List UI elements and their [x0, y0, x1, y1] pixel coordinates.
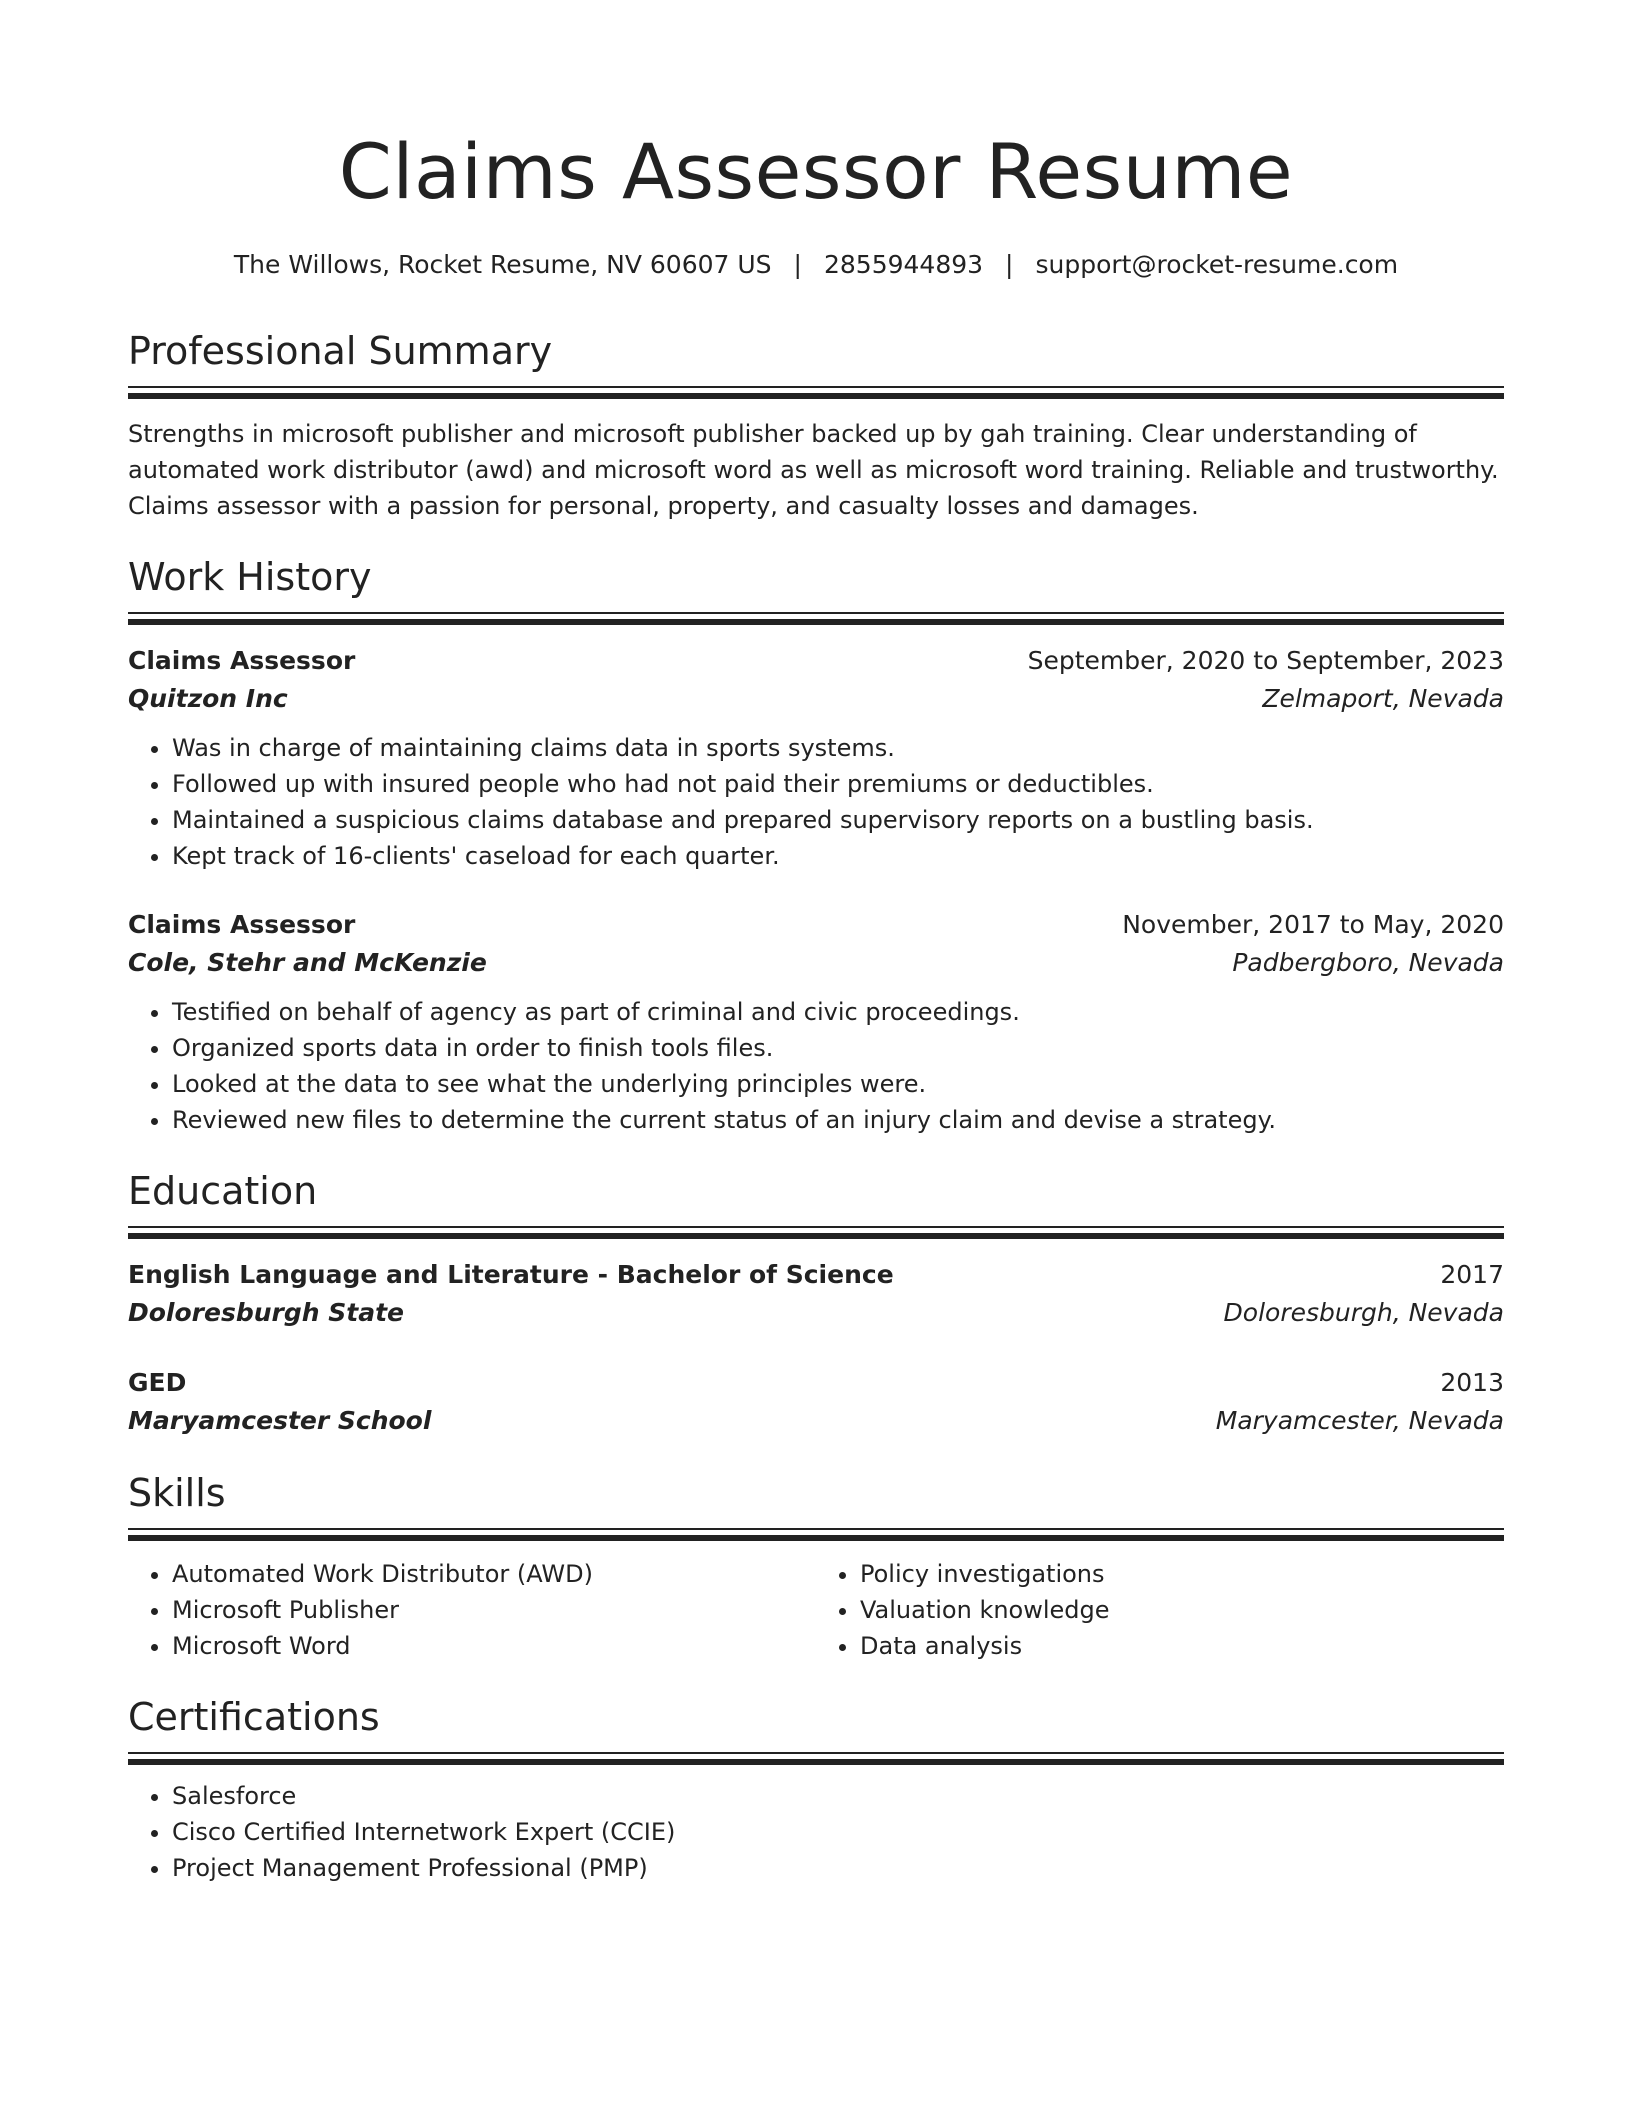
education-section: [128, 1166, 1504, 1440]
list-item: • Looked at the data to see what the underlying principles were.: [172, 1066, 1504, 1102]
education-school-row: [128, 1402, 1504, 1440]
contact-phone: 2855944893: [823, 250, 984, 279]
education-year: 2017: [1440, 1260, 1504, 1289]
skills-section: [128, 1468, 1504, 1664]
job-bullets: [128, 730, 1504, 874]
skills-list-right: [816, 1556, 1504, 1664]
list-item: • Automated Work Distributor (AWD): [172, 1556, 816, 1592]
list-item: • Organized sports data in order to finish tools files.: [172, 1030, 1504, 1066]
list-item: • Microsoft Word: [172, 1628, 816, 1664]
section-title-work-history: Work History: [128, 555, 372, 599]
job-company: Cole, Stehr and McKenzie: [128, 948, 487, 977]
section-divider: [128, 1752, 1504, 1766]
skills-list-left: [128, 1556, 816, 1664]
list-item: • Salesforce: [172, 1778, 1504, 1814]
job-dates: November, 2017 to May, 2020: [1122, 910, 1504, 939]
job-location: Padbergboro, Nevada: [1232, 948, 1504, 977]
job-entry: [128, 642, 1504, 874]
job-role: Claims Assessor: [128, 910, 356, 939]
summary-text: Strengths in microsoft publisher and microsoft publisher backed up by gah training. Clear understanding of automated work distributor (awd) and microsoft word as well as microsoft word training. Reliable and trustworthy. Claims assessor with a passion for personal, property, and casualty losses and damages.: [128, 420, 1499, 520]
list-item: • Microsoft Publisher: [172, 1592, 816, 1628]
education-degree: English Language and Literature - Bachelor of Science: [128, 1260, 894, 1289]
section-divider: [128, 1528, 1504, 1542]
list-item: • Valuation knowledge: [860, 1592, 1504, 1628]
list-item: • Policy investigations: [860, 1556, 1504, 1592]
section-divider: [128, 1226, 1504, 1240]
job-company-row: [128, 944, 1504, 982]
education-entry: [128, 1256, 1504, 1332]
work-history-section: [128, 552, 1504, 1138]
skills-columns: [128, 1556, 1504, 1664]
section-title-certifications: Certifications: [128, 1695, 380, 1739]
job-location: Zelmaport, Nevada: [1262, 684, 1504, 713]
list-item: • Cisco Certified Internetwork Expert (CCIE): [172, 1814, 1504, 1850]
certifications-section: [128, 1692, 1504, 1886]
list-item: • Project Management Professional (PMP): [172, 1850, 1504, 1886]
job-header: [128, 642, 1504, 680]
list-item: • Was in charge of maintaining claims data in sports systems.: [172, 730, 1504, 766]
summary-section: [128, 326, 1504, 524]
section-title-skills: Skills: [128, 1471, 226, 1515]
job-company: Quitzon Inc: [128, 684, 288, 713]
education-location: Doloresburgh, Nevada: [1223, 1298, 1504, 1327]
list-item: • Maintained a suspicious claims database and prepared supervisory reports on a bustling basis.: [172, 802, 1504, 838]
education-year: 2013: [1440, 1368, 1504, 1397]
section-divider: [128, 386, 1504, 400]
certifications-list: [128, 1778, 1504, 1886]
job-dates: September, 2020 to September, 2023: [1027, 646, 1504, 675]
contact-separator: |: [1005, 250, 1014, 279]
section-divider: [128, 612, 1504, 626]
education-school-row: [128, 1294, 1504, 1332]
education-entry: [128, 1364, 1504, 1440]
section-title-education: Education: [128, 1169, 318, 1213]
education-degree: GED: [128, 1368, 187, 1397]
list-item: • Testified on behalf of agency as part of criminal and civic proceedings.: [172, 994, 1504, 1030]
education-school: Doloresburgh State: [128, 1298, 404, 1327]
section-title-summary: Professional Summary: [128, 329, 553, 373]
contact-email: support@rocket-resume.com: [1035, 250, 1399, 279]
education-school: Maryamcester School: [128, 1406, 432, 1435]
list-item: • Reviewed new files to determine the current status of an injury claim and devise a strategy.: [172, 1102, 1504, 1138]
contact-separator: |: [793, 250, 802, 279]
job-header: [128, 906, 1504, 944]
list-item: • Kept track of 16-clients' caseload for each quarter.: [172, 838, 1504, 874]
contact-line: [128, 248, 1504, 282]
job-entry: [128, 906, 1504, 1138]
job-bullets: [128, 994, 1504, 1138]
resume-title: Claims Assessor Resume: [338, 127, 1294, 216]
contact-address: The Willows, Rocket Resume, NV 60607 US: [233, 250, 772, 279]
list-item: • Data analysis: [860, 1628, 1504, 1664]
job-role: Claims Assessor: [128, 646, 356, 675]
job-company-row: [128, 680, 1504, 718]
education-location: Maryamcester, Nevada: [1215, 1406, 1504, 1435]
education-header: [128, 1256, 1504, 1294]
list-item: • Followed up with insured people who had not paid their premiums or deductibles.: [172, 766, 1504, 802]
education-header: [128, 1364, 1504, 1402]
